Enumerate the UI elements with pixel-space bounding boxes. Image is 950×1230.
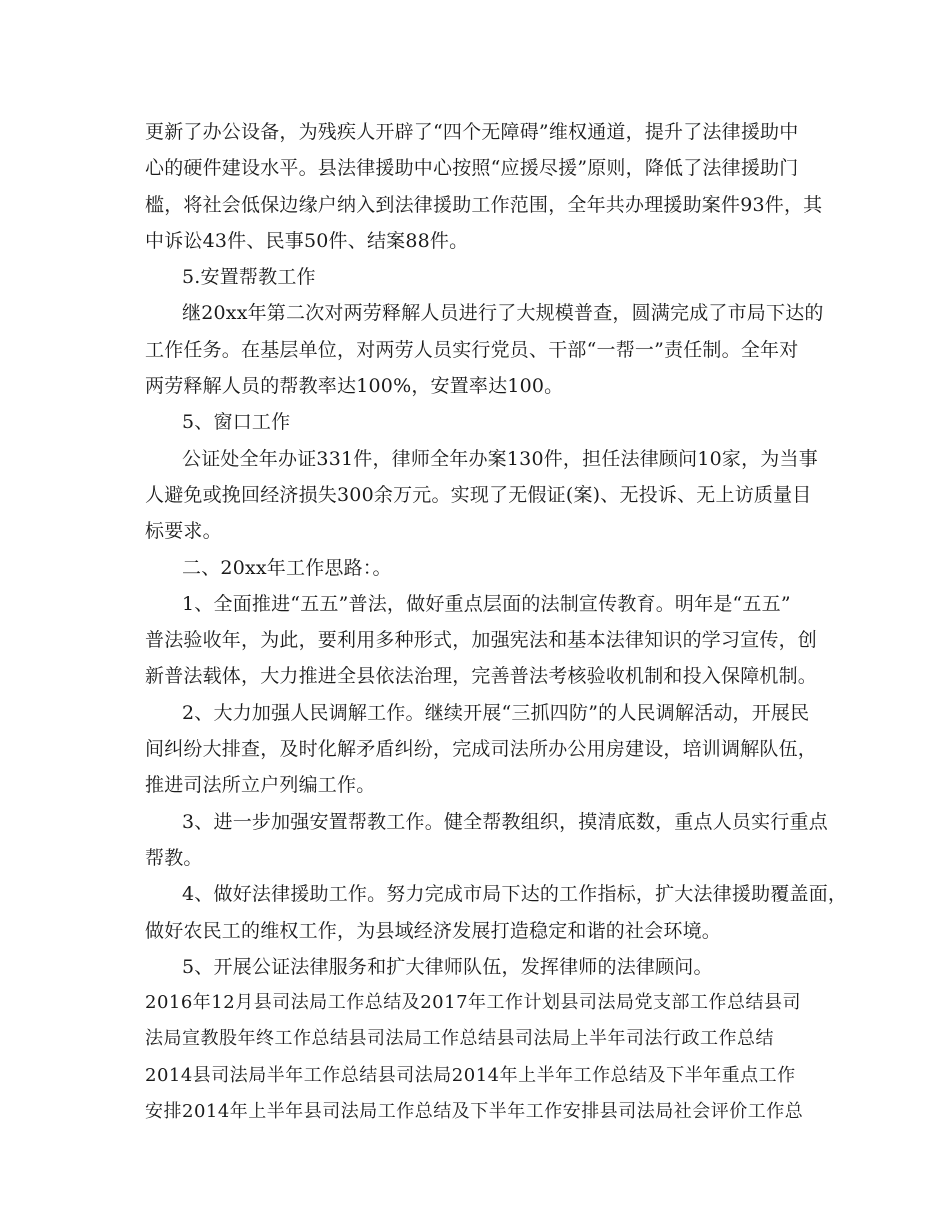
related-title-line: 2016年12月县司法局工作总结及2017年工作计划县司法局党支部工作总结县司 [145, 992, 802, 1014]
related-titles [145, 985, 810, 1130]
related-title-line: 2014县司法局半年工作总结县司法局2014年上半年工作总结及下半年重点工作 [145, 1064, 796, 1086]
body-line: 新普法载体，大力推进全县依法治理，完善普法考核验收机制和投入保障机制。 [145, 665, 818, 688]
body-line: 普法验收年，为此，要利用多种形式，加强宪法和基本法律知识的学习宣传，创 [145, 629, 818, 652]
body-line: 公证处全年办证331件，律师全年办案130件，担任法律顾问10家，为当事 [182, 447, 818, 470]
body-line: 5、窗口工作 [182, 411, 291, 434]
body-line: 5.安置帮教工作 [182, 266, 316, 289]
body-line: 工作任务。在基层单位，对两劳人员实行党员、干部“一帮一”责任制。全年对 [145, 338, 799, 361]
body-line: 中诉讼43件、民事50件、结案88件。 [145, 229, 469, 252]
body-line: 更新了办公设备，为残疾人开辟了“四个无障碍”维权通道，提升了法律援助中 [145, 121, 799, 143]
body-line: 标要求。 [145, 520, 222, 543]
body-line: 3、进一步加强安置帮教工作。健全帮教组织，摸清底数，重点人员实行重点 [182, 810, 828, 833]
body-line: 4、做好法律援助工作。努力完成市局下达的工作指标，扩大法律援助覆盖面， [182, 883, 848, 906]
document-page [145, 114, 848, 1130]
document-body [145, 114, 848, 985]
related-title-line: 安排2014年上半年县司法局工作总结及下半年工作安排县司法局社会评价工作总 [145, 1101, 804, 1123]
body-line: 两劳释解人员的帮教率达100%，安置率达100。 [145, 375, 564, 398]
body-line: 人避免或挽回经济损失300余万元。实现了无假证(案)、无投诉、无上访质量目 [145, 483, 812, 506]
related-title-line: 法局宣教股年终工作总结县司法局工作总结县司法局上半年司法行政工作总结 [145, 1028, 774, 1050]
body-line: 2、大力加强人民调解工作。继续开展“三抓四防”的人民调解活动，开展民 [182, 701, 810, 724]
body-line: 帮教。 [145, 846, 203, 869]
body-line: 1、全面推进“五五”普法，做好重点层面的法制宣传教育。明年是“五五” [182, 592, 791, 615]
body-line: 5、开展公证法律服务和扩大律师队伍，发挥律师的法律顾问。 [182, 955, 713, 978]
body-line: 二、20xx年工作思路：。 [182, 556, 392, 579]
body-line: 继20xx年第二次对两劳释解人员进行了大规模普查，圆满完成了市局下达的 [182, 302, 824, 325]
body-line: 槛，将社会低保边缘户纳入到法律援助工作范围，全年共办理援助案件93件，其 [145, 193, 823, 216]
body-line: 做好农民工的维权工作，为县域经济发展打造稳定和谐的社会环境。 [145, 919, 722, 942]
body-line: 心的硬件建设水平。县法律援助中心按照“应援尽援”原则，降低了法律援助门 [145, 157, 799, 180]
body-line: 推进司法所立户列编工作。 [145, 774, 376, 797]
body-line: 间纠纷大排查，及时化解矛盾纠纷，完成司法所办公用房建设，培训调解队伍， [145, 738, 818, 761]
